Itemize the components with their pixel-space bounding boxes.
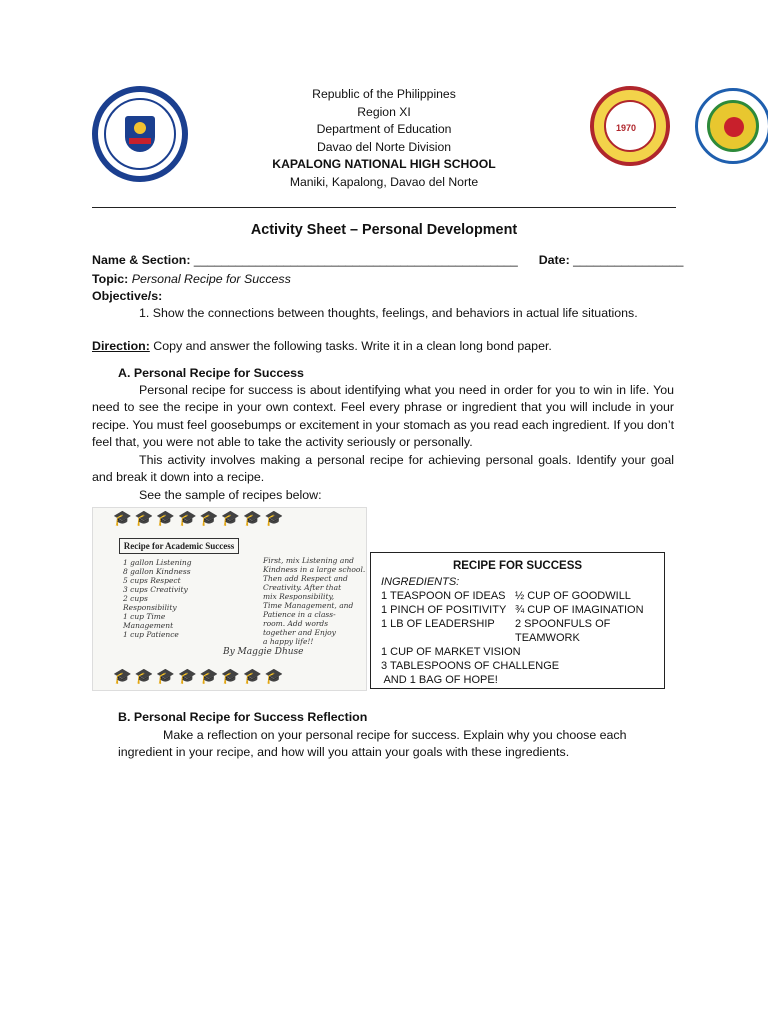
- name-label: Name & Section:: [92, 253, 191, 267]
- objective-item: 1. Show the connections between thoughts, feelings, and behaviors in actual life situations.: [139, 306, 638, 320]
- recipe-subtitle: INGREDIENTS:: [381, 576, 460, 588]
- graduation-cap-row-icon: 🎓🎓🎓🎓🎓🎓🎓🎓: [113, 510, 287, 527]
- recipe-line: 3 TABLESPOONS OF CHALLENGE: [381, 660, 560, 672]
- objectives-label: Objective/s:: [92, 289, 163, 303]
- recipe-row: 1 TEASPOON OF IDEAS ½ CUP OF GOODWILL: [381, 590, 631, 602]
- panabo-nhs-seal-icon: [695, 88, 768, 164]
- section-a-paragraph-3: See the sample of recipes below:: [139, 488, 322, 502]
- recipe-row: 1 PINCH OF POSITIVITY ¾ CUP OF IMAGINATION: [381, 604, 644, 616]
- section-a-heading: A. Personal Recipe for Success: [118, 366, 304, 380]
- section-a-paragraph-2: This activity involves making a personal recipe for achieving personal goals. Identify your goal and break it down into a recipe.: [92, 453, 674, 485]
- recipe-title: RECIPE FOR SUCCESS: [452, 560, 583, 572]
- section-b-heading: B. Personal Recipe for Success Reflection: [118, 710, 368, 724]
- direction-line: [92, 338, 552, 355]
- recipe-row: TEAMWORK: [515, 632, 580, 644]
- header-line: Davao del Norte Division: [316, 139, 452, 154]
- header-line: Region XI: [357, 104, 411, 119]
- recipe-line: AND 1 BAG OF HOPE!: [381, 674, 498, 686]
- sample-instructions: First, mix Listening and Kindness in a large school. Then add Respect and Creativity. After that mix Responsibility, Time Management, and Patience in a class- room. Add words together and Enjoy a happy life!!: [263, 556, 366, 646]
- sample-card-title: Recipe for Academic Success: [119, 538, 239, 554]
- topic-line: [92, 271, 291, 288]
- document-header: [0, 86, 768, 196]
- date-label: Date:: [538, 253, 570, 267]
- topic-value: Personal Recipe for Success: [131, 272, 291, 286]
- sample-ingredient-list: 1 gallon Listening 8 gallon Kindness 5 cups Respect 3 cups Creativity 2 cups Responsibility 1 cup Time Management 1 cup Patience: [123, 558, 192, 639]
- section-b-paragraph: Make a reflection on your personal recipe for success. Explain why you choose each ingredient in your recipe, and how will you attain your goals with these ingredients.: [118, 728, 627, 760]
- header-line: Department of Education: [316, 122, 452, 137]
- topic-label: Topic:: [92, 272, 129, 286]
- sample-signature: By Maggie Dhuse: [223, 647, 304, 657]
- school-address: Maniki, Kapalong, Davao del Norte: [289, 174, 479, 189]
- name-blank: _______________________________________________: [193, 253, 518, 267]
- direction-text: Copy and answer the following tasks. Write it in a clean long bond paper.: [149, 339, 552, 353]
- direction-label: Direction:: [92, 339, 150, 353]
- header-line: Republic of the Philippines: [312, 87, 456, 101]
- page-title: Activity Sheet – Personal Development: [250, 222, 518, 238]
- graduation-cap-row-icon: 🎓🎓🎓🎓🎓🎓🎓🎓: [113, 668, 287, 685]
- school-name: KAPALONG NATIONAL HIGH SCHOOL: [272, 157, 496, 172]
- date-blank: ________________: [573, 253, 684, 267]
- seal-year: 1970: [615, 123, 637, 133]
- kapalong-nhs-seal-icon: [590, 86, 670, 166]
- header-divider: [92, 207, 676, 208]
- name-section-line: [92, 252, 683, 269]
- recipe-for-success-box: [370, 552, 665, 689]
- section-a-paragraph-1: Personal recipe for success is about identifying what you need in order for you to win in life. You need to see the recipe in your own context. Feel every phrase or ingredient that you will include in your recipe. You must feel goosebumps or excitement in your stomach as you read each ingredient. If you don’t feel that, you were not able to take the activity seriously or personally.: [92, 383, 675, 450]
- handwritten-recipe-sample: [92, 507, 367, 691]
- school-info: [210, 86, 558, 192]
- deped-seal-icon: [92, 86, 188, 182]
- recipe-line: 1 CUP OF MARKET VISION: [381, 646, 521, 658]
- recipe-row: 1 LB OF LEADERSHIP 2 SPOONFULS OF: [381, 618, 611, 630]
